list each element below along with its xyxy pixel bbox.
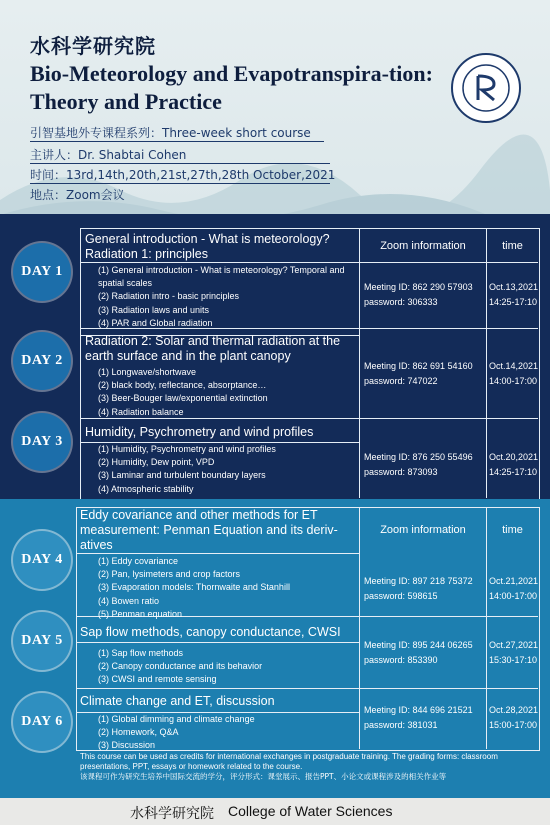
- meeting-password: password: 598615: [364, 591, 438, 601]
- day-1-meeting: [364, 280, 473, 310]
- day-2-badge: DAY 2: [13, 332, 71, 390]
- topic-item: (4) Atmospheric stability: [98, 483, 194, 494]
- topic-item: (3) Radiation laws and units: [98, 304, 210, 315]
- day-3-meeting: [364, 450, 473, 480]
- day-3-topics: [98, 443, 358, 496]
- day-4-meeting: [364, 574, 473, 604]
- topic-item: (1) Longwave/shortwave: [98, 367, 197, 377]
- topic-item: (1) Humidity, Psychrometry and wind profiles: [98, 444, 276, 454]
- day-4-time: [489, 574, 538, 604]
- topic-item: (3) Evaporation models: Thornwaite and Stanhill: [98, 582, 290, 593]
- meeting-id: Meeting ID: 862 290 57903: [364, 282, 473, 292]
- topic-item: (2) Humidity, Dew point, VPD: [98, 457, 215, 468]
- topic-item: (1) General introduction - What is meteorology? Temporal and spatial scales: [98, 265, 345, 289]
- meeting-password: password: 853390: [364, 655, 438, 665]
- day-6-meeting: [364, 703, 473, 733]
- divider: [30, 141, 324, 142]
- divider: [30, 183, 330, 184]
- day-1-title: General introduction - What is meteorology? Radiation 1: principles: [85, 232, 330, 261]
- footer-org-en: College of Water Sciences: [228, 803, 393, 819]
- date: Oct.14,2021: [489, 361, 539, 371]
- place-info: 地点：Zoom会议: [30, 188, 125, 202]
- meeting-id: Meeting ID: 895 244 06265: [364, 640, 473, 650]
- hours: 15:00-17:00: [489, 720, 538, 730]
- divider: [30, 163, 330, 164]
- day-3-title: Humidity, Psychrometry and wind profiles: [85, 425, 314, 439]
- header: [0, 0, 550, 215]
- day-5-topics: [98, 647, 358, 687]
- topic-item: (1) Sap flow methods: [98, 648, 184, 658]
- lecturer-info: 主讲人：Dr. Shabtai Cohen: [30, 148, 187, 162]
- topic-item: (3) Discussion: [98, 740, 156, 751]
- topic-item: (4) Bowen ratio: [98, 595, 160, 606]
- hours: 14:25-17:10: [489, 467, 538, 477]
- day-4-topics: [98, 555, 358, 621]
- meeting-id: Meeting ID: 876 250 55496: [364, 452, 473, 462]
- topic-item: (3) Beer-Bouger law/exponential extinction: [98, 393, 268, 404]
- day-2-topics: [98, 366, 358, 419]
- topic-item: (2) Pan, lysimeters and crop factors: [98, 569, 241, 580]
- day-1-time: [489, 280, 538, 310]
- topic-item: (2) black body, reflectance, absorptance…: [98, 380, 267, 391]
- meeting-password: password: 306333: [364, 297, 438, 307]
- footer-org-cn: 水科学研究院: [130, 806, 214, 822]
- day-4-title: Eddy covariance and other methods for ET measurement: Penman Equation and its deriv-atives: [80, 508, 338, 552]
- day-1-badge: DAY 1: [13, 243, 71, 301]
- day-5-title: Sap flow methods, canopy conductance, CWSI: [80, 625, 341, 639]
- meeting-id: Meeting ID: 844 696 21521: [364, 705, 473, 715]
- topic-item: (3) CWSI and remote sensing: [98, 674, 217, 685]
- schedule-panel-1: [0, 214, 550, 499]
- date: Oct.21,2021: [489, 576, 539, 586]
- day-4-badge: DAY 4: [13, 531, 71, 589]
- day-5-time: [489, 638, 538, 668]
- series-info: 引智基地外专课程系列：Three-week short course: [30, 126, 311, 140]
- day-5-badge: DAY 5: [13, 612, 71, 670]
- zoom-header: Zoom information: [380, 240, 466, 252]
- course-title: Bio-Meteorology and Evapotranspira-tion: Theory and Practice: [30, 61, 433, 114]
- org-name: 水科学研究院: [30, 34, 156, 58]
- topic-item: (3) Laminar and turbulent boundary layers: [98, 470, 266, 481]
- topic-item: (2) Radiation intro - basic principles: [98, 291, 240, 302]
- date: Oct.28,2021: [489, 705, 539, 715]
- day-6-badge: DAY 6: [13, 693, 71, 751]
- topic-item: (4) PAR and Global radiation: [98, 317, 213, 328]
- topic-item: (1) Eddy covariance: [98, 556, 179, 566]
- day-6-topics: [98, 713, 358, 753]
- hours: 15:30-17:10: [489, 655, 538, 665]
- schedule-panel-2: [0, 499, 550, 799]
- topic-item: (1) Global dimming and climate change: [98, 714, 255, 724]
- date: Oct.27,2021: [489, 640, 539, 650]
- topic-item: (2) Canopy conductance and its behavior: [98, 661, 263, 672]
- date: Oct.13,2021: [489, 282, 539, 292]
- zoom-header: Zoom information: [380, 524, 466, 536]
- hours: 14:00-17:00: [489, 591, 538, 601]
- day-1-topics: [98, 264, 358, 330]
- credit-note-en: This course can be used as credits for international exchanges in postgraduate training. The grading forms: classroom presentations, PPT, essays or homework related to the course.: [80, 752, 498, 771]
- day-2-title: Radiation 2: Solar and thermal radiation at the earth surface and in the plant canopy: [85, 334, 341, 363]
- day-2-time: [489, 359, 538, 389]
- date: Oct.20,2021: [489, 452, 539, 462]
- day-6-title: Climate change and ET, discussion: [80, 694, 275, 708]
- meeting-password: password: 873093: [364, 467, 438, 477]
- college-seal-icon: [450, 52, 522, 124]
- hours: 14:00-17:00: [489, 376, 538, 386]
- hours: 14:25-17:10: [489, 297, 538, 307]
- meeting-password: password: 747022: [364, 376, 438, 386]
- day-6-time: [489, 703, 538, 733]
- credit-note-cn: 该课程可作为研究生培养中国际交流的学分，评分形式：课堂展示、报告PPT、小论文或课程涉及的相关作业等: [80, 772, 447, 781]
- day-5-meeting: [364, 638, 473, 668]
- topic-item: (2) Homework, Q&A: [98, 727, 179, 738]
- time-header: time: [502, 240, 523, 252]
- day-3-badge: DAY 3: [13, 413, 71, 471]
- day-3-time: [489, 450, 538, 480]
- meeting-id: Meeting ID: 897 218 75372: [364, 576, 473, 586]
- time-header: time: [502, 524, 523, 536]
- topic-item: (4) Radiation balance: [98, 406, 184, 417]
- meeting-password: password: 381031: [364, 720, 438, 730]
- topic-item: (5) Penman equation: [98, 608, 183, 619]
- time-info: 时间：13rd,14th,20th,21st,27th,28th October,2021: [30, 168, 336, 182]
- meeting-id: Meeting ID: 862 691 54160: [364, 361, 473, 371]
- day-2-meeting: [364, 359, 473, 389]
- footer: [0, 798, 550, 825]
